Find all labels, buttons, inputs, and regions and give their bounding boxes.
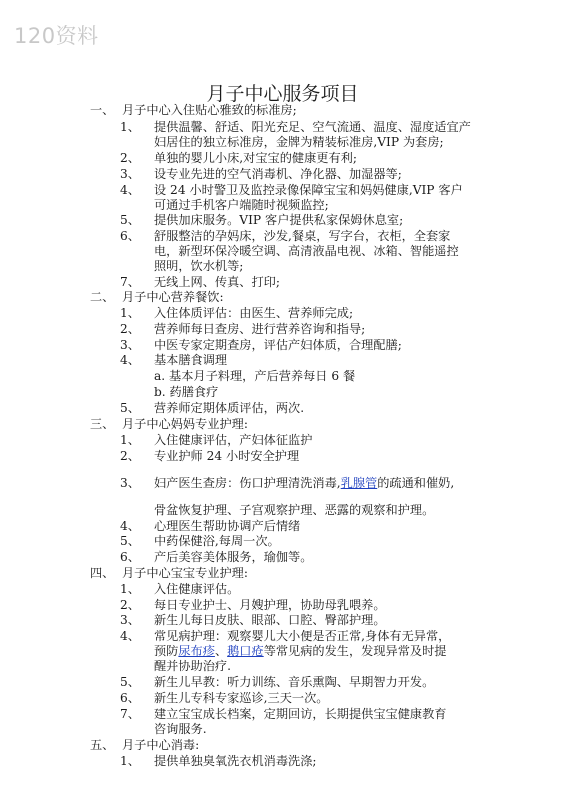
item-number: 2、: [120, 598, 140, 612]
list-item-cont: 醒并协助治疗.: [154, 659, 231, 673]
item-number: 4、: [120, 353, 140, 367]
section-1-number: 一、: [90, 103, 115, 117]
list-item: 产后美容美体服务，瑜伽等。: [154, 550, 313, 564]
item-number: 5、: [120, 534, 140, 548]
list-item: 新生儿早教：听力训练、音乐熏陶、早期智力开发。: [154, 675, 435, 689]
link-thrush[interactable]: 鹅口疮: [227, 644, 264, 658]
list-item-text: 预防: [154, 644, 179, 658]
item-number: 5、: [120, 401, 140, 415]
item-number: 1、: [120, 306, 140, 320]
section-4-heading: 月子中心宝宝专业护理:: [122, 566, 248, 580]
list-item: 提供温馨、舒适、阳光充足、空气流通、温度、湿度适宜产: [154, 120, 471, 134]
list-item-cont: 妇居住的独立标准房，金牌为精装标准房,VIP 为套房;: [154, 135, 444, 149]
item-number: 7、: [120, 275, 140, 289]
section-5-heading: 月子中心消毒:: [122, 738, 200, 752]
item-number: 5、: [120, 675, 140, 689]
section-3-number: 三、: [90, 417, 115, 431]
list-item: 提供加床服务。VIP 客户提供私家保姆休息室;: [154, 213, 404, 227]
item-number: 3、: [120, 613, 140, 627]
link-diaper-rash[interactable]: 尿布疹: [178, 644, 215, 658]
list-item: [154, 476, 454, 491]
list-item-text: 的疏通和催奶,: [377, 476, 455, 490]
list-item: 设专业先进的空气消毒机、净化器、加湿器等;: [154, 167, 402, 181]
item-number: 5、: [120, 213, 140, 227]
item-number: 4、: [120, 629, 140, 643]
list-item: 新生儿每日皮肤、眼部、口腔、臀部护理。: [154, 613, 386, 627]
list-item: 无线上网、传真、打印;: [154, 275, 280, 289]
list-item: 入住健康评估，产妇体征监护: [154, 433, 313, 447]
list-item: 中医专家定期查房，评估产妇体质，合理配膳;: [154, 338, 402, 352]
list-item: 心理医生帮助协调产后情绪: [154, 519, 301, 533]
list-item-sub-b: b. 药膳食疗: [154, 385, 219, 399]
list-item-text: 妇产医生查房：伤口护理清洗消毒,: [154, 476, 341, 490]
item-number: 1、: [120, 582, 140, 596]
list-item: 单独的婴儿小床,对宝宝的健康更有利;: [154, 151, 357, 165]
list-item-cont: [154, 644, 447, 659]
watermark-logo: 120资料: [14, 24, 99, 48]
item-number: 2、: [120, 322, 140, 336]
item-number: 1、: [120, 433, 140, 447]
item-number: 2、: [120, 449, 140, 463]
section-2-number: 二、: [90, 290, 115, 304]
list-item-text: 、: [214, 644, 228, 658]
item-number: 6、: [120, 550, 140, 564]
list-item: 舒服整洁的孕妈床，沙发,餐桌，写字台，衣柜，全套家: [154, 229, 451, 243]
list-item: 营养师定期体质评估，两次.: [154, 401, 305, 415]
list-item: 每日专业护士、月嫂护理，协助母乳喂养。: [154, 598, 386, 612]
list-item: 营养师每日查房、进行营养咨询和指导;: [154, 322, 366, 336]
item-number: 7、: [120, 707, 140, 721]
list-item-cont: 电，新型环保冷暖空调、高清液晶电视、冰箱、智能遥控: [154, 244, 459, 258]
item-number: 1、: [120, 120, 140, 134]
list-item: 新生儿专科专家巡诊,三天一次。: [154, 691, 329, 705]
section-4-number: 四、: [90, 566, 115, 580]
item-number: 3、: [120, 476, 140, 490]
item-number: 3、: [120, 338, 140, 352]
item-number: 4、: [120, 183, 140, 197]
list-item: 专业护师 24 小时安全护理: [154, 449, 300, 463]
list-item: 提供单独臭氧洗衣机消毒洗涤;: [154, 754, 317, 768]
list-item: 基本膳食调理: [154, 353, 228, 367]
item-number: 3、: [120, 167, 140, 181]
item-number: 6、: [120, 229, 140, 243]
section-5-number: 五、: [90, 738, 115, 752]
section-3-heading: 月子中心妈妈专业护理:: [122, 417, 248, 431]
page-title: 月子中心服务项目: [206, 83, 359, 105]
list-item: 中药保健浴,每周一次。: [154, 534, 280, 548]
list-item: 常见病护理：观察婴儿大小便是否正常,身体有无异常，: [154, 629, 451, 643]
list-item: 建立宝宝成长档案，定期回访，长期提供宝宝健康教育: [154, 707, 447, 721]
list-item-cont: 照明，饮水机等;: [154, 259, 244, 273]
item-number: 6、: [120, 691, 140, 705]
item-number: 4、: [120, 519, 140, 533]
list-item-text: 等常见病的发生，发现异常及时提: [263, 644, 447, 658]
list-item-cont: 可通过手机客户端随时视频监控;: [154, 198, 329, 212]
list-item-cont: 咨询服务.: [154, 722, 207, 736]
link-mammary-duct[interactable]: 乳腺管: [340, 476, 378, 490]
list-item-cont: 骨盆恢复护理、子宫观察护理、恶露的观察和护理。: [154, 503, 435, 517]
item-number: 2、: [120, 151, 140, 165]
list-item: 入住健康评估。: [154, 582, 240, 596]
list-item: 入住体质评估：由医生、营养师完成;: [154, 306, 354, 320]
section-1-heading: 月子中心入住贴心雅致的标准房;: [122, 103, 297, 117]
section-2-heading: 月子中心营养餐饮:: [122, 290, 224, 304]
item-number: 1、: [120, 754, 140, 768]
list-item: 设 24 小时警卫及监控录像保障宝宝和妈妈健康,VIP 客户: [154, 183, 463, 197]
list-item-sub-a: a. 基本月子料理，产后营养每日 6 餐: [154, 369, 356, 383]
